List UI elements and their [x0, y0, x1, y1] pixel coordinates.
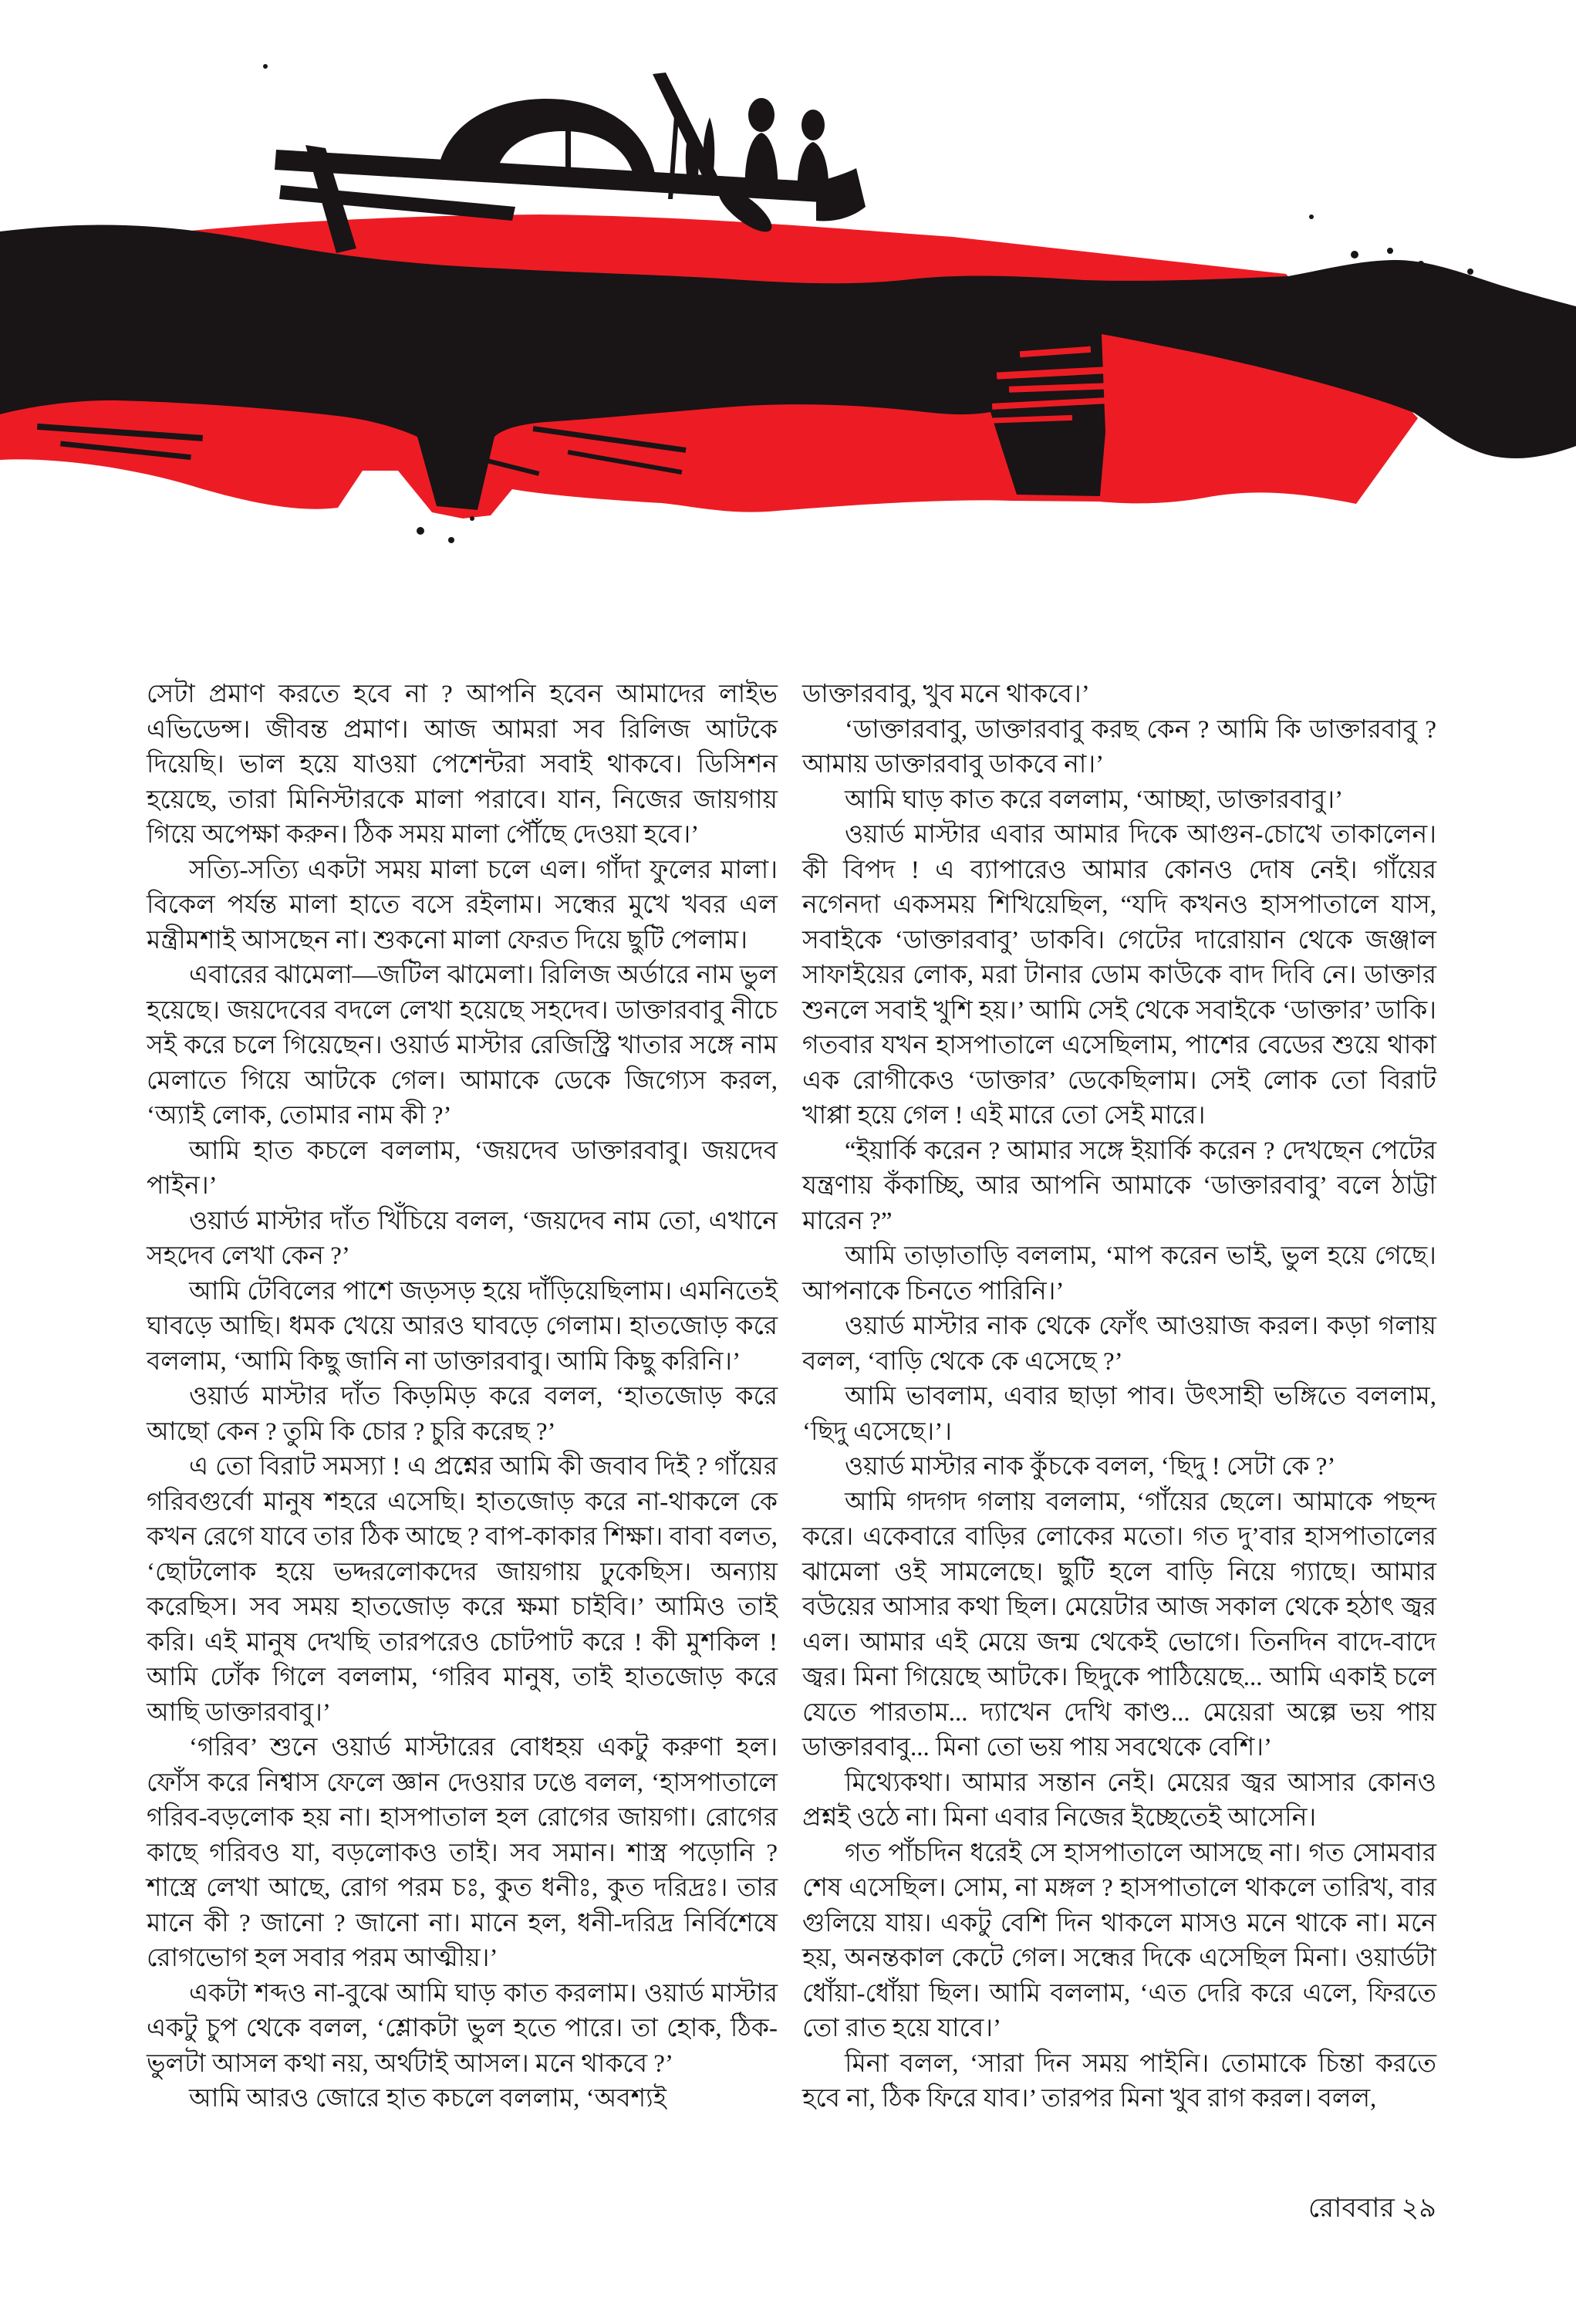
story-paragraph: ওয়ার্ড মাস্টার এবার আমার দিকে আগুন-চোখে তাকালেন। কী বিপদ ! এ ব্যাপারেও আমার কোনও দোষ নেই। গাঁয়ের নগেনদা একসময় শিখিয়েছিল, “যদি কখনও হাসপাতালে যাস, সবাইকে ‘ডাক্তারবাবু’ ডাকবি। গেটের দারোয়ান থেকে জঞ্জাল সাফাইয়ের লোক, মরা টানার ডোম কাউকে বাদ দিবি নে। ডাক্তার শুনলে সবাই খুশি হয়।’ আমি সেই থেকে সবাইকে ‘ডাক্তার’ ডাকি। গতবার যখন হাসপাতালে এসেছিলাম, পাশের বেডের শুয়ে থাকা এক রোগীকেও ‘ডাক্তার’ ডেকেছিলাম। সেই লোক তো বিরাট খাপ্পা হয়ে গেল ! এই মারে তো সেই মারে।: [802, 821, 1436, 1130]
story-paragraph: আমি হাত কচলে বললাম, ‘জয়দেব ডাক্তারবাবু। জয়দেব পাইন।’: [147, 1137, 778, 1200]
boatman-rear-head: [801, 110, 825, 140]
story-paragraph: ওয়ার্ড মাস্টার দাঁত খিঁচিয়ে বলল, ‘জয়দেব নাম তো, এখানে সহদেব লেখা কেন ?’: [147, 1207, 778, 1270]
boatman-rear-body: [798, 142, 829, 196]
story-paragraph: আমি টেবিলের পাশে জড়সড় হয়ে দাঁড়িয়েছিলাম। এমনিতেই ঘাবড়ে আছি। ধমক খেয়ে আরও ঘাবড়ে গেলাম। হাতজোড় করে বললাম, ‘আমি কিছু জানি না ডাক্তারবাবু। আমি কিছু করিনি।’: [147, 1277, 778, 1376]
story-paragraph: ওয়ার্ড মাস্টার নাক থেকে ফোঁৎ আওয়াজ করল। কড়া গলায় বলল, ‘বাড়ি থেকে কে এসেছে ?’: [802, 1312, 1436, 1376]
page-footer: রোববার ২৯: [1308, 2193, 1436, 2223]
story-paragraph: মিথ্যেকথা। আমার সন্তান নেই। মেয়ের জ্বর আসার কোনও প্রশ্নই ওঠে না। মিনা এবার নিজের ইচ্ছেতেই আসেনি।: [802, 1768, 1436, 1832]
boat-ink-illustration: [0, 0, 1576, 594]
boatman-front-head: [748, 98, 775, 132]
text-column-left: [147, 677, 778, 2117]
story-paragraph: এবারের ঝামেলা—জটিল ঝামেলা। রিলিজ অর্ডারে নাম ভুল হয়েছে। জয়দেবের বদলে লেখা হয়েছে সহদেব। ডাক্তারবাবু নীচে সই করে চলে গিয়েছেন। ওয়ার্ড মাস্টার রেজিস্ট্রি খাতার সঙ্গে নাম মেলাতে গিয়ে আটকে গেল। আমাকে ডেকে জিগ্যেস করল, ‘অ্যাই লোক, তোমার নাম কী ?’: [147, 961, 778, 1130]
story-paragraph: ‘গরিব’ শুনে ওয়ার্ড মাস্টারের বোধহয় একটু করুণা হল। ফোঁস করে নিশ্বাস ফেলে জ্ঞান দেওয়ার ঢঙে বলল, ‘হাসপাতালে গরিব-বড়লোক হয় না। হাসপাতাল হল রোগের জায়গা। রোগের কাছে গরিবও যা, বড়লোকও তাই। সব সমান। শাস্ত্র পড়োনি ? শাস্ত্রে লেখা আছে, রোগ পরম চঃ, কুত ধনীঃ, কুত দরিদ্রঃ। তার মানে কী ? জানো ? জানো না। মানে হল, ধনী-দরিদ্র নির্বিশেষে রোগভোগ হল সবার পরম আত্মীয়।’: [147, 1734, 778, 1972]
story-paragraph: “ইয়ার্কি করেন ? আমার সঙ্গে ইয়ার্কি করেন ? দেখছেন পেটের যন্ত্রণায় কঁকাচ্ছি, আর আপনি আমাকে ‘ডাক্তারবাবু’ বলে ঠাট্টা মারেন ?”: [802, 1137, 1436, 1235]
story-paragraph: আমি গদগদ গলায় বললাম, ‘গাঁয়ের ছেলে। আমাকে পছন্দ করে। একেবারে বাড়ির লোকের মতো। গত দু’বার হাসপাতালের ঝামেলা ওই সামলেছে। ছুটি হলে বাড়ি নিয়ে গ্যাছে। আমার বউয়ের আসার কথা ছিল। মেয়েটার আজ সকাল থেকে হঠাৎ জ্বর এল। আমার এই মেয়ে জন্ম থেকেই ভোগে। তিনদিন বাদে-বাদে জ্বর। মিনা গিয়েছে আটকে। ছিদুকে পাঠিয়েছে... আমি একাই চলে যেতে পারতাম... দ্যাখেন দেখি কাণ্ড... মেয়েরা অল্পে ভয় পায় ডাক্তারবাবু... মিনা তো ভয় পায় সবথেকে বেশি।’: [802, 1488, 1436, 1762]
story-paragraph: আমি ভাবলাম, এবার ছাড়া পাব। উৎসাহী ভঙ্গিতে বললাম, ‘ছিদু এসেছে।’।: [802, 1383, 1436, 1446]
story-paragraph: ওয়ার্ড মাস্টার নাক কুঁচকে বলল, ‘ছিদু ! সেটা কে ?’: [845, 1453, 1336, 1481]
story-paragraph: এ তো বিরাট সমস্যা ! এ প্রশ্নের আমি কী জবাব দিই ? গাঁয়ের গরিবগুর্বো মানুষ শহরে এসেছি। হাতজোড় করে না-থাকলে কে কখন রেগে যাবে তার ঠিক আছে ? বাপ-কাকার শিক্ষা। বাবা বলত, ‘ছোটলোক হয়ে ভদ্দরলোকদের জায়গায় ঢুকেছিস। অন্যায় করেছিস। সব সময় হাতজোড় করে ক্ষমা চাইবি।’ আমিও তাই করি। এই মানুষ দেখছি তারপরেও চোটপাট করে ! কী মুশকিল ! আমি ঢোঁক গিলে বললাম, ‘গরিব মানুষ, তাই হাতজোড় করে আছি ডাক্তারবাবু।’: [147, 1453, 778, 1727]
story-paragraph: আমি আরও জোরে হাত কচলে বললাম, ‘অবশ্যই: [189, 2085, 667, 2113]
story-paragraph: একটা শব্দও না-বুঝে আমি ঘাড় কাত করলাম। ওয়ার্ড মাস্টার একটু চুপ থেকে বলল, ‘শ্লোকটা ভুল হতে পারে। তা হোক, ঠিক-ভুলটা আসল কথা নয়, অর্থটাই আসল। মনে থাকবে ?’: [147, 1979, 778, 2078]
story-paragraph: গত পাঁচদিন ধরেই সে হাসপাতালে আসছে না। গত সোমবার শেষ এসেছিল। সোম, না মঙ্গল ? হাসপাতালে থাকলে তারিখ, বার গুলিয়ে যায়। একটু বেশি দিন থাকলে মাসও মনে থাকে না। মনে হয়, অনন্তকাল কেটে গেল। সন্ধের দিকে এসেছিল মিনা। ওয়ার্ডটা ধোঁয়া-ধোঁয়া ছিল। আমি বললাম, ‘এত দেরি করে এলে, ফিরতে তো রাত হয়ে যাবে।’: [802, 1839, 1436, 2042]
text-column-right: [802, 677, 1436, 2117]
story-paragraph: মিনা বলল, ‘সারা দিন সময় পাইনি। তোমাকে চিন্তা করতে হবে না, ঠিক ফিরে যাব।’ তারপর মিনা খুব রাগ করল। বলল,: [802, 2049, 1436, 2113]
story-paragraph: ওয়ার্ড মাস্টার দাঁত কিড়মিড় করে বলল, ‘হাতজোড় করে আছো কেন ? তুমি কি চোর ? চুরি করেছ ?’: [147, 1383, 778, 1446]
story-paragraph: ডাক্তারবাবু, খুব মনে থাকবে।’: [802, 681, 1090, 708]
boatman-front-body: [745, 133, 778, 193]
reed-leaf-right: [703, 117, 714, 187]
story-paragraph: ‘ডাক্তারবাবু, ডাক্তারবাবু করছ কেন ? আমি কি ডাক্তারবাবু ? আমায় ডাক্তারবাবু ডাকবে না।’: [802, 715, 1436, 779]
story-paragraph: আমি তাড়াতাড়ি বললাম, ‘মাপ করেন ভাই, ভুল হয়ে গেছে। আপনাকে চিনতে পারিনি।’: [802, 1242, 1436, 1306]
story-paragraph: সেটা প্রমাণ করতে হবে না ? আপনি হবেন আমাদের লাইভ এভিডেন্স। জীবন্ত প্রমাণ। আজ আমরা সব রিলিজ আটকে দিয়েছি। ভাল হয়ে যাওয়া পেশেন্টরা সবাই থাকবে। ডিসিশন হয়েছে, তারা মিনিস্টারকে মালা পরাবে। যান, নিজের জায়গায় গিয়ে অপেক্ষা করুন। ঠিক সময় মালা পৌঁছে দেওয়া হবে।’: [147, 681, 778, 849]
story-paragraph: সত্যি-সত্যি একটা সময় মালা চলে এল। গাঁদা ফুলের মালা। বিকেল পর্যন্ত মালা হাতে বসে রইলাম। সন্ধের মুখে খবর এল মন্ত্রীমশাই আসছেন না। শুকনো মালা ফেরত দিয়ে ছুটি পেলাম।: [147, 856, 778, 954]
story-paragraph: আমি ঘাড় কাত করে বললাম, ‘আচ্ছা, ডাক্তারবাবু।’: [845, 785, 1344, 814]
boat-lower-stroke: [279, 185, 515, 221]
